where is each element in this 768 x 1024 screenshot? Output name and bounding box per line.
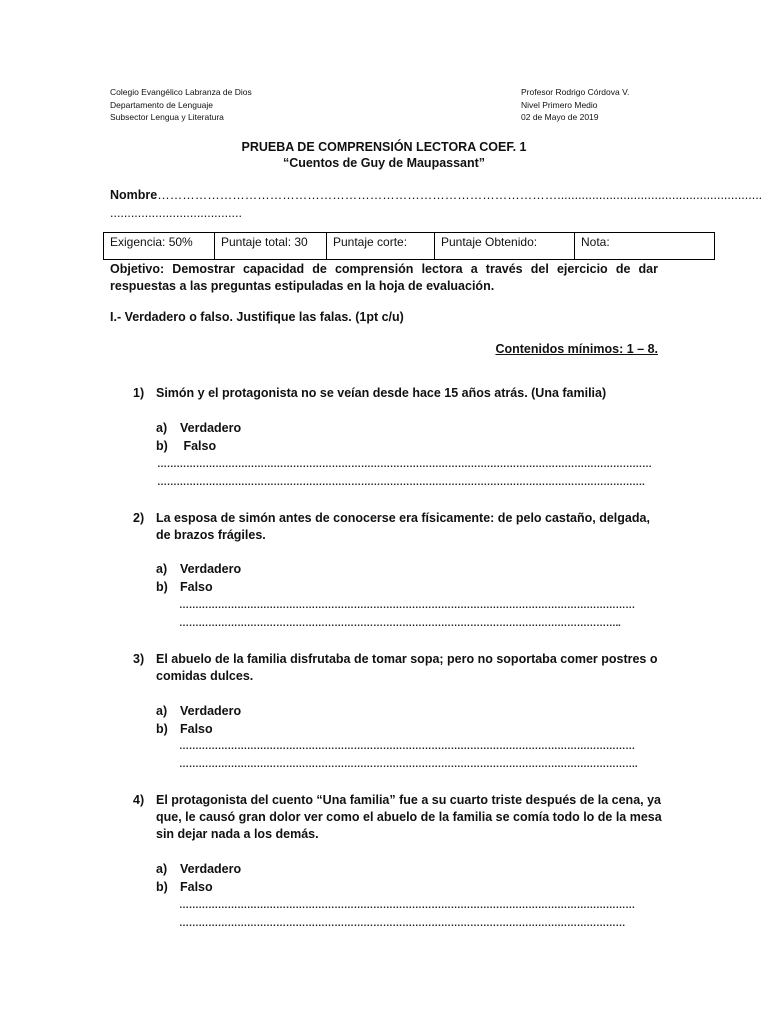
exam-title — [0, 139, 768, 171]
answer-line[interactable]: ……………………………………………………………………………………………………………………………………. — [157, 477, 645, 488]
option-label: Falso — [180, 580, 213, 594]
question-4 — [133, 792, 663, 843]
answer-line[interactable]: ……………………………………………………………………………………………………………………………. — [179, 759, 638, 770]
answer-line[interactable]: ………………………………………………………………………………………………………………………… — [179, 918, 626, 929]
department: Departamento de Lenguaje — [110, 99, 214, 110]
exam-date: 02 de Mayo de 2019 — [521, 112, 599, 122]
option-label: Verdadero — [180, 421, 242, 435]
teacher-name: Profesor Rodrigo Córdova V. — [521, 87, 630, 97]
option-b[interactable]: b) Falso — [156, 580, 213, 594]
answer-line[interactable]: …………………………………………………………………………………………………………………………… — [179, 900, 635, 911]
option-label: Falso — [180, 439, 217, 453]
cell-puntaje-total: Puntaje total: 30 — [215, 233, 327, 260]
answer-line[interactable]: …………………………………………………………………………………………………………………………… — [179, 600, 635, 611]
title-line-2: “Cuentos de Guy de Maupassant” — [282, 156, 486, 170]
option-a[interactable]: a) Verdadero — [156, 862, 242, 876]
answer-line[interactable]: ……………………………………………………………………………………………………………………………………… — [157, 459, 652, 470]
answer-line[interactable]: …………………………………………………………………………………………………………………………… — [179, 741, 635, 752]
subsector: Subsector Lengua y Literatura — [110, 112, 224, 122]
question-1 — [133, 385, 663, 402]
name-field[interactable] — [110, 187, 763, 204]
option-label: Verdadero — [180, 704, 242, 718]
question-number: 2) — [133, 511, 145, 525]
name-label: Nombre — [110, 188, 158, 202]
option-label: Falso — [180, 722, 213, 736]
title-line-1: PRUEBA DE COMPRENSIÓN LECTORA COEF. 1 — [241, 140, 527, 154]
school-info — [110, 86, 252, 124]
question-3 — [133, 651, 663, 685]
option-a[interactable]: a) Verdadero — [156, 562, 242, 576]
question-number: 3) — [133, 652, 145, 666]
question-2 — [133, 510, 663, 544]
cell-puntaje-obtenido: Puntaje Obtenido: — [435, 233, 575, 260]
teacher-info — [521, 86, 629, 124]
option-label: Verdadero — [180, 562, 242, 576]
question-text: Simón y el protagonista no se veían desde hace 15 años atrás. (Una familia) — [156, 386, 607, 400]
question-text: El abuelo de la familia disfrutaba de tomar sopa; pero no soportaba comer postres o comidas dulces. — [156, 652, 658, 683]
score-table — [103, 232, 715, 260]
minimum-contents: Contenidos mínimos: 1 – 8. — [495, 342, 658, 356]
cell-nota: Nota: — [575, 233, 715, 260]
option-a[interactable]: a) Verdadero — [156, 421, 242, 435]
cell-exigencia: Exigencia: 50% — [104, 233, 215, 260]
option-b[interactable]: b) Falso — [156, 439, 217, 453]
option-label: Falso — [180, 880, 213, 894]
school-name: Colegio Evangélico Labranza de Dios — [110, 87, 252, 97]
option-a[interactable]: a) Verdadero — [156, 704, 242, 718]
question-number: 4) — [133, 793, 145, 807]
question-text: El protagonista del cuento “Una familia” fue a su cuarto triste después de la cena, ya que, le causó gran dolor ver como el abuelo de la familia se comía todo lo de la mesa sin dejar nada a los demás. — [156, 793, 662, 841]
cell-puntaje-corte: Puntaje corte: — [327, 233, 435, 260]
option-b[interactable]: b) Falso — [156, 880, 213, 894]
question-text: La esposa de simón antes de conocerse era físicamente: de pelo castaño, delgada, de brazos frágiles. — [156, 511, 650, 542]
option-b[interactable]: b) Falso — [156, 722, 213, 736]
option-label: Verdadero — [180, 862, 242, 876]
question-number: 1) — [133, 386, 145, 400]
name-dots: ……………………………………………………………………………………........................................................... — [157, 188, 763, 202]
answer-line[interactable]: ……………………………………………………………………………………………………………………….. — [179, 618, 621, 629]
section-heading: I.- Verdadero o falso. Justifique las falas. (1pt c/u) — [110, 310, 404, 324]
objective-text: Objetivo: Demostrar capacidad de comprensión lectora a través del ejercicio de dar respuestas a las preguntas estipuladas en la hoja de evaluación. — [110, 262, 658, 293]
name-field-continued: ...................................... — [110, 206, 242, 220]
level: Nivel Primero Medio — [521, 99, 598, 110]
